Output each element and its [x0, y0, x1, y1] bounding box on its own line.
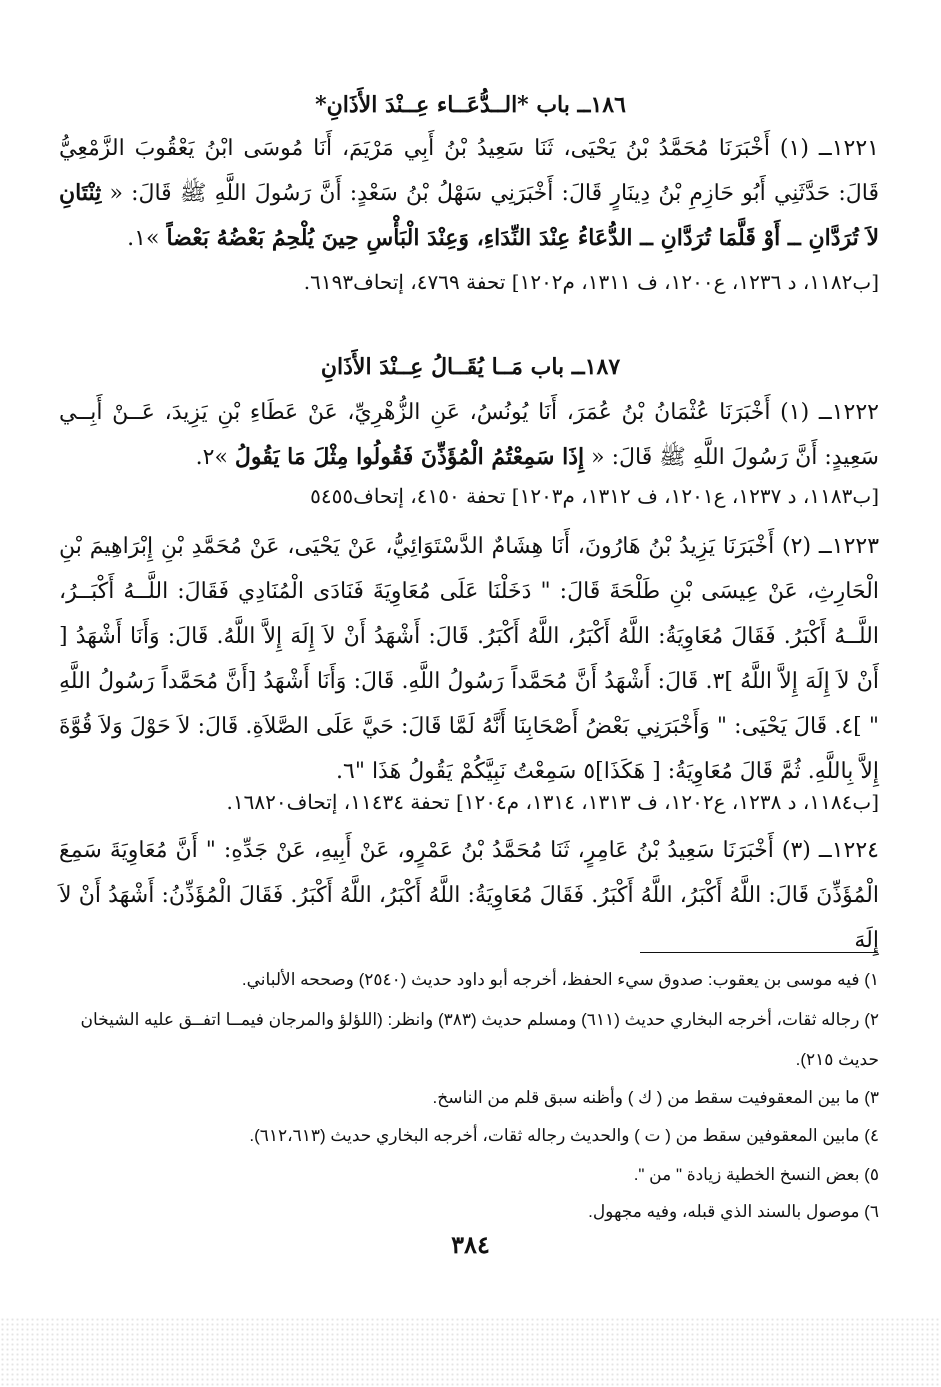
hadith-1222-end: »٢. — [195, 445, 235, 470]
footnote-divider — [640, 952, 878, 953]
scan-noise — [0, 1317, 941, 1387]
footnote-6: ٦) موصول بالسند الذي قبله، وفيه مجهول. — [588, 1202, 879, 1221]
hadith-1221-end: »١. — [127, 226, 167, 251]
footnote-3: ٣) ما بين المعقوفيت سقط من ( ك ) وأظنه سبق قلم من الناسخ. — [432, 1088, 879, 1107]
hadith-1223-sources: [ب١١٨٤، د ١٢٣٨، ع١٢٠٢، ف ١٣١٣، ١٣١٤، م١٢٠٤] تحفة ١١٤٣٤، إتحاف١٦٨٢٠. — [226, 790, 879, 814]
page-number: ٣٨٤ — [451, 1230, 490, 1259]
footnote-1: ١) فيه موسى بن يعقوب: صدوق سيء الحفظ، أخرجه أبو داود حديث (٢٥٤٠) وصححه الألباني. — [241, 970, 879, 989]
hadith-1221 — [59, 126, 879, 261]
hadith-1222-sources: [ب١١٨٣، د ١٢٣٧، ع١٢٠١، ف ١٣١٢، م١٢٠٣] تحفة ٤١٥٠، إتحاف٥٤٥٥ — [310, 484, 879, 508]
chapter-heading-186: ١٨٦ــ باب *الــدُّعَــاء عِــنْدَ الأَذَانِ* — [315, 92, 626, 118]
hadith-1221-sources: [ب١١٨٢، د ١٢٣٦، ع١٢٠٠، ف ١٣١١، م١٢٠٢] تحفة ٤٧٦٩، إتحاف٦١٩٣. — [303, 270, 879, 294]
hadith-1224: ١٢٢٤ــ (٣) أَخْبَرَنَا سَعِيدُ بْنُ عَامِرٍ، ثَنَا مُحَمَّدُ بْنُ عَمْرٍو، عَنْ أَبِيهِ، عَنْ جَدِّهِ: " أَنَّ مُعَاوِيَةَ سَمِعَ الْمُؤَذِّنَ قَالَ: اللَّهُ أَكْبَرُ، اللَّهُ أَكْبَرُ. فَقَالَ مُعَاوِيَةُ: اللَّهُ أَكْبَرُ، اللَّهُ أَكْبَرُ. فَقَالَ الْمُؤَذِّنُ: أَشْهَدُ أَنْ لاَ إِلَهَ — [59, 838, 879, 953]
hadith-1221-chain: ١٢٢١ــ (١) أَخْبَرَنَا مُحَمَّدُ بْنُ يَحْيَى، ثَنَا سَعِيدُ بْنُ أَبِي مَرْيَمَ، أَنَا مُوسَى ابْنُ يَعْقُوبَ الزَّمْعِيُّ قَالَ: حَدَّثَنِي أَبُو حَازِمِ بْنُ دِينَارٍ قَالَ: أَخْبَرَنِي سَهْلُ بْنُ سَعْدٍ: أَنَّ رَسُولَ اللَّهِ ﷺ قَالَ: « — [59, 136, 879, 206]
footnote-5: ٥) بعض النسخ الخطية زيادة " من ". — [633, 1165, 879, 1184]
footnote-2: ٢) رجاله ثقات، أخرجه البخاري حديث (٦١١) ومسلم حديث (٣٨٣) وانظر: (اللؤلؤ والمرجان فيمــا اتفــق عليه الشيخان حديث ٢١٥). — [80, 1010, 879, 1069]
hadith-1221-matn: ثِنْتَانِ لاَ تُرَدَّانِ ــ أَوْ قَلَّمَا تُرَدَّانِ ــ الدُّعَاءُ عِنْدَ النِّدَاءِ، وَعِنْدَ الْبَأْسِ حِينَ يُلْحِمُ بَعْضُهُ بَعْضاً — [59, 180, 879, 251]
hadith-1222-chain: ١٢٢٢ــ (١) أَخْبَرَنَا عُثْمَانُ بْنُ عُمَرَ، أَنَا يُونُسُ، عَنِ الزُّهْرِيِّ، عَنْ عَطَاءِ بْنِ يَزِيدَ، عَــنْ أَبِــي سَعِيدٍ: أَنَّ رَسُولَ اللَّهِ ﷺ قَالَ: « — [59, 400, 879, 470]
hadith-1223: ١٢٢٣ــ (٢) أَخْبَرَنَا يَزِيدُ بْنُ هَارُونَ، أَنَا هِشَامٌ الدَّسْتَوَائِيُّ، عَنْ يَحْيَى، عَنْ مُحَمَّدِ بْنِ إِبْرَاهِيمَ بْنِ الْحَارِثِ، عَنْ عِيسَى بْنِ طَلْحَةَ قَالَ: " دَخَلْنَا عَلَى مُعَاوِيَةَ فَنَادَى الْمُنَادِي فَقَالَ: اللَّــهُ أَكْبَــرُ، اللَّــهُ أَكْبَرُ. فَقَالَ مُعَاوِيَةُ: اللَّهُ أَكْبَرُ، اللَّهُ أَكْبَرُ. قَالَ: أَشْهَدُ أَنْ لاَ إِلَهَ إِلاَّ اللَّهُ. قَالَ: وَأَنَا أَشْهَدُ [ أَنْ لاَ إِلَهَ إِلاَّ اللَّهُ ]٣. قَالَ: أَشْهَدُ أَنَّ مُحَمَّداً رَسُولُ اللَّهِ. قَالَ: وَأَنَا أَشْهَدُ [أَنَّ مُحَمَّداً رَسُولُ اللَّهِ " ]٤. قَالَ يَحْيَى: " وَأَخْبَرَنِي بَعْضُ أَصْحَابِنَا أَنَّهُ لَمَّا قَالَ: حَيَّ عَلَى الصَّلاَةِ. قَالَ: لاَ حَوْلَ وَلاَ قُوَّةَ إِلاَّ بِاللَّهِ. ثُمَّ قَالَ مُعَاوِيَةُ: [ هَكَذَا]٥ سَمِعْتُ نَبِيَّكُمْ يَقُولُ هَذَا "٦. — [59, 534, 880, 784]
footnote-4: ٤) مابين المعقوفين سقط من ( ت ) والحديث رجاله ثقات، أخرجه البخاري حديث (٦١٢،٦١٣). — [249, 1126, 879, 1145]
chapter-heading-187: ١٨٧ــ باب مَــا يُقَــالُ عِــنْدَ الأَذَانِ — [320, 354, 621, 380]
hadith-1222-matn: إِذَا سَمِعْتُمُ الْمُؤَذِّنَ فَقُولُوا مِثْلَ مَا يَقُولُ — [234, 444, 585, 470]
hadith-1222 — [59, 390, 879, 480]
